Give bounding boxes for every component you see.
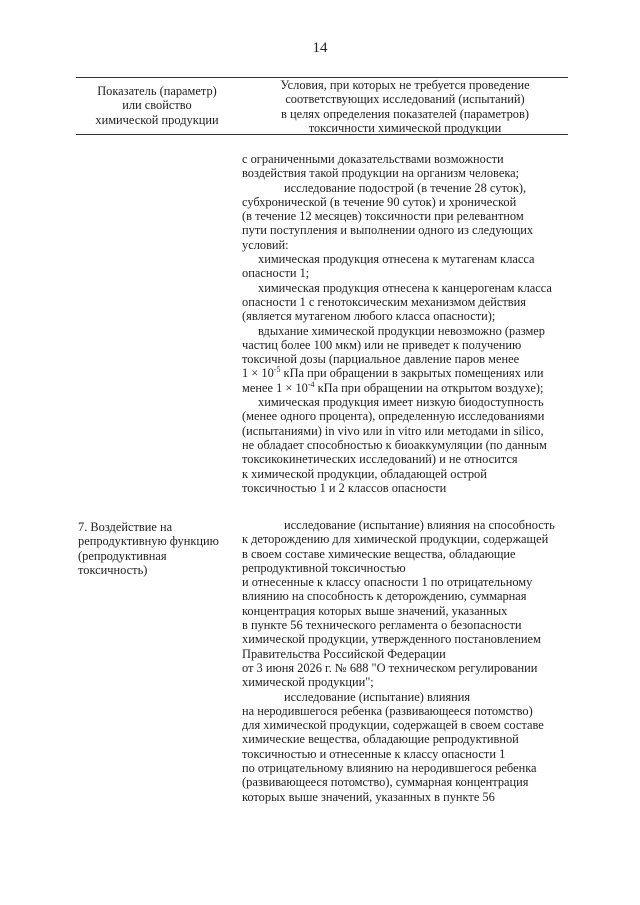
row-label-line: репродуктивную функцию [78,534,219,549]
text-line: (является мутагеном любого класса опасности); [242,309,496,324]
text-line: условий: [242,237,289,252]
header-right-line: в целях определения показателей (параметров) [281,106,529,121]
page-number: 14 [312,40,328,56]
text-line-with-exponent [242,381,568,395]
text-line: с ограниченными доказательствами возможности [242,152,504,166]
text-line: по отрицательному влиянию на неродившегося ребенка [242,761,537,776]
text-line: токсичностью и отнесенные к классу опасности 1 [242,746,506,761]
header-left-column [78,84,236,127]
text-line: исследование (испытание) влияния на способность [284,518,555,532]
text-line: и отнесенные к классу опасности 1 по отрицательному [242,575,533,590]
text-line: химические вещества, обладающие репродуктивной [242,732,519,747]
text-line-with-exponent [242,366,568,380]
text-line: которых выше значений, указанных в пункте 56 [242,789,495,804]
text-line: частиц более 100 мкм) или не приведет к получению [242,337,522,352]
text-line: токсичностью 1 и 2 классов опасности [242,480,447,495]
text-line: для химической продукции, содержащей в своем составе [242,718,544,733]
header-right-line: токсичности химической продукции [308,120,502,135]
text-line: (в течение 12 месяцев) токсичности при релевантном [242,209,524,224]
text-line: на неродившегося ребенка (развивающееся потомство) [242,703,533,718]
text-fragment: кПа при обращении в закрытых помещениях или [280,366,544,381]
text-line: Правительства Российской Федерации [242,646,446,661]
row-7-conditions-text [242,518,568,804]
text-line: химической продукции"; [242,675,374,690]
row-label-line: (репродуктивная [78,548,167,563]
text-line: к химической продукции, обладающей острой [242,466,487,481]
text-line: (испытаниями) in vivo или in vitro или методами in silico, [242,423,544,438]
header-left-line: Показатель (параметр) [97,84,217,98]
conditions-continued-text [242,152,568,495]
text-line: исследование (испытание) влияния [284,689,471,704]
text-line: от 3 июня 2026 г. № 688 "О техническом регулировании [242,660,538,675]
header-right-column [252,78,558,135]
text-line: опасности 1; [242,266,310,281]
row-label-line: токсичность) [78,562,148,577]
table-header-bottom-rule [76,134,568,135]
text-line: воздействия такой продукции на организм человека; [242,166,520,181]
text-line: влиянию на способность к деторождению, суммарная [242,589,527,604]
text-line: пути поступления и выполнении одного из следующих [242,223,534,238]
text-line: токсикокинетических исследований) и не относится [242,452,518,467]
text-line: в пункте 56 технического регламента о безопасности [242,618,522,633]
text-line: опасности 1 с генотоксическим механизмом действия [242,294,526,309]
text-line: в своем составе химические вещества, обладающие [242,546,516,561]
text-line: (менее одного процента), определенную исследованиями [242,409,545,424]
text-line: химическая продукция имеет низкую биодоступность [258,395,544,410]
text-line: (развивающееся потомство), суммарная концентрация [242,775,529,790]
row-7-label [78,520,238,577]
text-fragment: 1 × 10 [242,366,274,381]
text-line: химической продукции, утвержденного постановлением [242,632,541,647]
text-line: субхронической (в течение 90 суток) и хронической [242,194,517,209]
text-line: концентрация которых выше значений, указанных [242,603,508,618]
text-line: к деторождению для химической продукции, содержащей [242,532,549,547]
header-left-line: или свойство [122,98,192,113]
exponent: -4 [307,379,315,389]
text-line: химическая продукция отнесена к канцерогенам класса [258,280,552,295]
exponent: -5 [273,365,281,375]
text-line: вдыхание химической продукции невозможно (размер [258,323,545,338]
text-line: репродуктивной токсичностью [242,560,406,575]
header-right-line: соответствующих исследований (испытаний) [285,92,525,107]
text-line: не обладает способностью к биоаккумуляции (по данным [242,437,547,452]
text-fragment: менее 1 × 10 [242,380,308,395]
header-right-line: Условия, при которых не требуется проведение [280,78,530,92]
text-line: химическая продукция отнесена к мутагенам класса [258,252,535,267]
row-label-line: 7. Воздействие на [78,520,173,534]
text-line: исследование подострой (в течение 28 суток), [284,180,527,195]
text-fragment: кПа при обращении на открытом воздухе); [314,380,544,395]
text-line: токсичной дозы (парциальное давление паров менее [242,352,520,367]
header-left-line: химической продукции [95,112,219,127]
